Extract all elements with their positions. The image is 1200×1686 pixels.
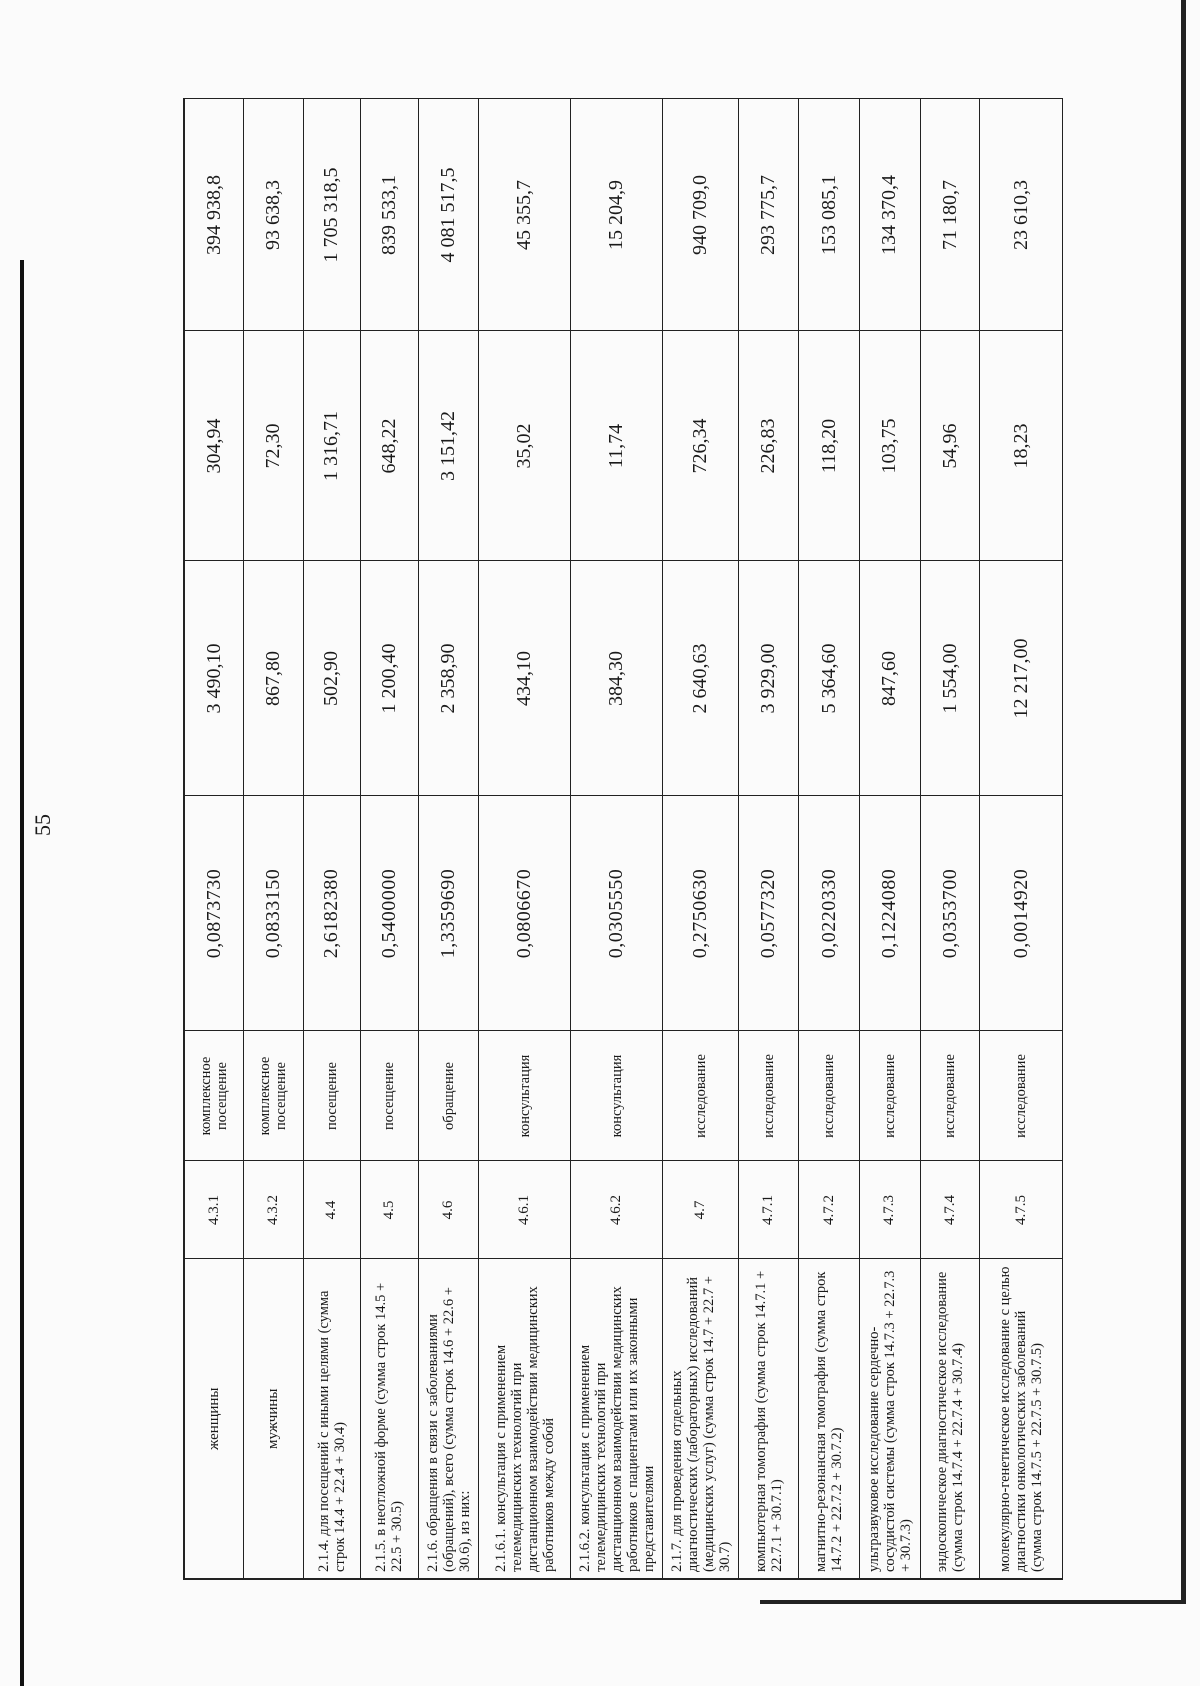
- row-norm-cell: 0,0305550: [571, 796, 663, 1031]
- row-per-capita-cell: 118,20: [799, 331, 860, 561]
- table-row: [303, 99, 361, 1579]
- row-name-cell: мужчины: [244, 1259, 304, 1579]
- page-number: 55: [30, 814, 55, 836]
- row-cost-cell: 3 929,00: [738, 561, 799, 796]
- table-row: [361, 99, 419, 1579]
- row-norm-cell: 0,0220330: [799, 796, 860, 1031]
- row-per-capita-cell: 648,22: [361, 331, 419, 561]
- row-cost-cell: 847,60: [860, 561, 921, 796]
- row-cost-cell: 2 358,90: [418, 561, 479, 796]
- row-cost-cell: 434,10: [479, 561, 571, 796]
- row-unit-cell: посещение: [361, 1031, 419, 1161]
- row-unit-cell: исследование: [663, 1031, 738, 1161]
- row-name-cell: магнитно-резонансная томография (сумма строк 14.7.2 + 22.7.2 + 30.7.2): [799, 1259, 860, 1579]
- row-cost-cell: 5 364,60: [799, 561, 860, 796]
- row-per-capita-cell: 726,34: [663, 331, 738, 561]
- row-cost-cell: 867,80: [244, 561, 304, 796]
- row-cost-cell: 1 554,00: [920, 561, 980, 796]
- row-name-cell: компьютерная томография (сумма строк 14.7.1 + 22.7.1 + 30.7.1): [738, 1259, 799, 1579]
- row-name-cell: 2.1.6.1. консультация с применением телемедицинских технологий при дистанционном взаимодействии медицинских работников между собой: [479, 1259, 571, 1579]
- row-name-cell: 2.1.7. для проведения отдельных диагностических (лабораторных) исследований (медицинских услуг) (сумма строк 14.7 + 22.7 + 30.7): [663, 1259, 738, 1579]
- row-unit-cell: консультация: [479, 1031, 571, 1161]
- row-code-cell: 4.4: [303, 1161, 361, 1259]
- rotated-table-container: [183, 100, 1063, 1580]
- row-name-cell: 2.1.6. обращения в связи с заболеваниями (обращений), всего (сумма строк 14.6 + 22.6 + 30.6), из них:: [418, 1259, 479, 1579]
- row-code-cell: 4.3.1: [184, 1161, 244, 1259]
- row-norm-cell: 0,0833150: [244, 796, 304, 1031]
- row-per-capita-cell: 18,23: [980, 331, 1063, 561]
- table-row: [860, 99, 921, 1579]
- table-row: [418, 99, 479, 1579]
- table-row: [799, 99, 860, 1579]
- row-cost-cell: 384,30: [571, 561, 663, 796]
- row-norm-cell: 0,0806670: [479, 796, 571, 1031]
- row-total-cell: 4 081 517,5: [418, 99, 479, 331]
- row-total-cell: 940 709,0: [663, 99, 738, 331]
- row-name-cell: 2.1.6.2. консультация с применением телемедицинских технологий при дистанционном взаимодействии медицинских работников с пациентами или их законными представителями: [571, 1259, 663, 1579]
- row-code-cell: 4.5: [361, 1161, 419, 1259]
- row-norm-cell: 0,5400000: [361, 796, 419, 1031]
- row-code-cell: 4.7.1: [738, 1161, 799, 1259]
- row-total-cell: 71 180,7: [920, 99, 980, 331]
- row-total-cell: 153 085,1: [799, 99, 860, 331]
- row-name-cell: 2.1.4. для посещений с иными целями (сумма строк 14.4 + 22.4 + 30.4): [303, 1259, 361, 1579]
- row-code-cell: 4.7.2: [799, 1161, 860, 1259]
- row-norm-cell: 0,0873730: [184, 796, 244, 1031]
- row-code-cell: 4.6: [418, 1161, 479, 1259]
- table-row: [980, 99, 1063, 1579]
- row-per-capita-cell: 11,74: [571, 331, 663, 561]
- row-cost-cell: 1 200,40: [361, 561, 419, 796]
- row-unit-cell: посещение: [303, 1031, 361, 1161]
- scan-edge-left: [20, 260, 24, 1686]
- scan-edge-bottom: [760, 1600, 1186, 1604]
- row-unit-cell: исследование: [920, 1031, 980, 1161]
- row-name-cell: женщины: [184, 1259, 244, 1579]
- row-unit-cell: исследование: [738, 1031, 799, 1161]
- row-total-cell: 1 705 318,5: [303, 99, 361, 331]
- row-unit-cell: обращение: [418, 1031, 479, 1161]
- row-cost-cell: 12 217,00: [980, 561, 1063, 796]
- row-unit-cell: исследование: [980, 1031, 1063, 1161]
- row-unit-cell: комплексное посещение: [184, 1031, 244, 1161]
- row-code-cell: 4.7: [663, 1161, 738, 1259]
- row-per-capita-cell: 54,96: [920, 331, 980, 561]
- row-unit-cell: комплексное посещение: [244, 1031, 304, 1161]
- row-cost-cell: 2 640,63: [663, 561, 738, 796]
- table-row: [663, 99, 738, 1579]
- table-row: [571, 99, 663, 1579]
- row-total-cell: 839 533,1: [361, 99, 419, 331]
- row-code-cell: 4.3.2: [244, 1161, 304, 1259]
- row-name-cell: молекулярно-генетическое исследование с целью диагностики онкологических заболеваний (сумма строк 14.7.5 + 22.7.5 + 30.7.5): [980, 1259, 1063, 1579]
- row-total-cell: 394 938,8: [184, 99, 244, 331]
- row-code-cell: 4.7.5: [980, 1161, 1063, 1259]
- row-cost-cell: 3 490,10: [184, 561, 244, 796]
- row-total-cell: 134 370,4: [860, 99, 921, 331]
- row-norm-cell: 0,0014920: [980, 796, 1063, 1031]
- row-code-cell: 4.6.1: [479, 1161, 571, 1259]
- row-per-capita-cell: 72,30: [244, 331, 304, 561]
- table-row: [244, 99, 304, 1579]
- row-per-capita-cell: 1 316,71: [303, 331, 361, 561]
- row-unit-cell: консультация: [571, 1031, 663, 1161]
- row-unit-cell: исследование: [799, 1031, 860, 1161]
- table-row: [920, 99, 980, 1579]
- row-norm-cell: 0,0577320: [738, 796, 799, 1031]
- row-per-capita-cell: 226,83: [738, 331, 799, 561]
- row-name-cell: ультразвуковое исследование сердечно-сосудистой системы (сумма строк 14.7.3 + 22.7.3 + 30.7.3): [860, 1259, 921, 1579]
- row-total-cell: 45 355,7: [479, 99, 571, 331]
- row-total-cell: 93 638,3: [244, 99, 304, 331]
- row-per-capita-cell: 103,75: [860, 331, 921, 561]
- row-unit-cell: исследование: [860, 1031, 921, 1161]
- row-norm-cell: 1,3359690: [418, 796, 479, 1031]
- row-cost-cell: 502,90: [303, 561, 361, 796]
- row-norm-cell: 0,1224080: [860, 796, 921, 1031]
- row-norm-cell: 2,6182380: [303, 796, 361, 1031]
- row-norm-cell: 0,2750630: [663, 796, 738, 1031]
- data-table: [183, 99, 1063, 1581]
- row-code-cell: 4.7.4: [920, 1161, 980, 1259]
- table-row: [479, 99, 571, 1579]
- row-total-cell: 293 775,7: [738, 99, 799, 331]
- row-per-capita-cell: 3 151,42: [418, 331, 479, 561]
- row-total-cell: 15 204,9: [571, 99, 663, 331]
- row-per-capita-cell: 304,94: [184, 331, 244, 561]
- row-code-cell: 4.7.3: [860, 1161, 921, 1259]
- row-code-cell: 4.6.2: [571, 1161, 663, 1259]
- row-name-cell: 2.1.5. в неотложной форме (сумма строк 14.5 + 22.5 + 30.5): [361, 1259, 419, 1579]
- scan-edge-right: [1181, 0, 1186, 1600]
- table-body: [184, 99, 1063, 1579]
- table-row: [738, 99, 799, 1579]
- row-total-cell: 23 610,3: [980, 99, 1063, 331]
- table-row: [184, 99, 244, 1579]
- row-name-cell: эндоскопическое диагностическое исследование (сумма строк 14.7.4 + 22.7.4 + 30.7.4): [920, 1259, 980, 1579]
- row-per-capita-cell: 35,02: [479, 331, 571, 561]
- row-norm-cell: 0,0353700: [920, 796, 980, 1031]
